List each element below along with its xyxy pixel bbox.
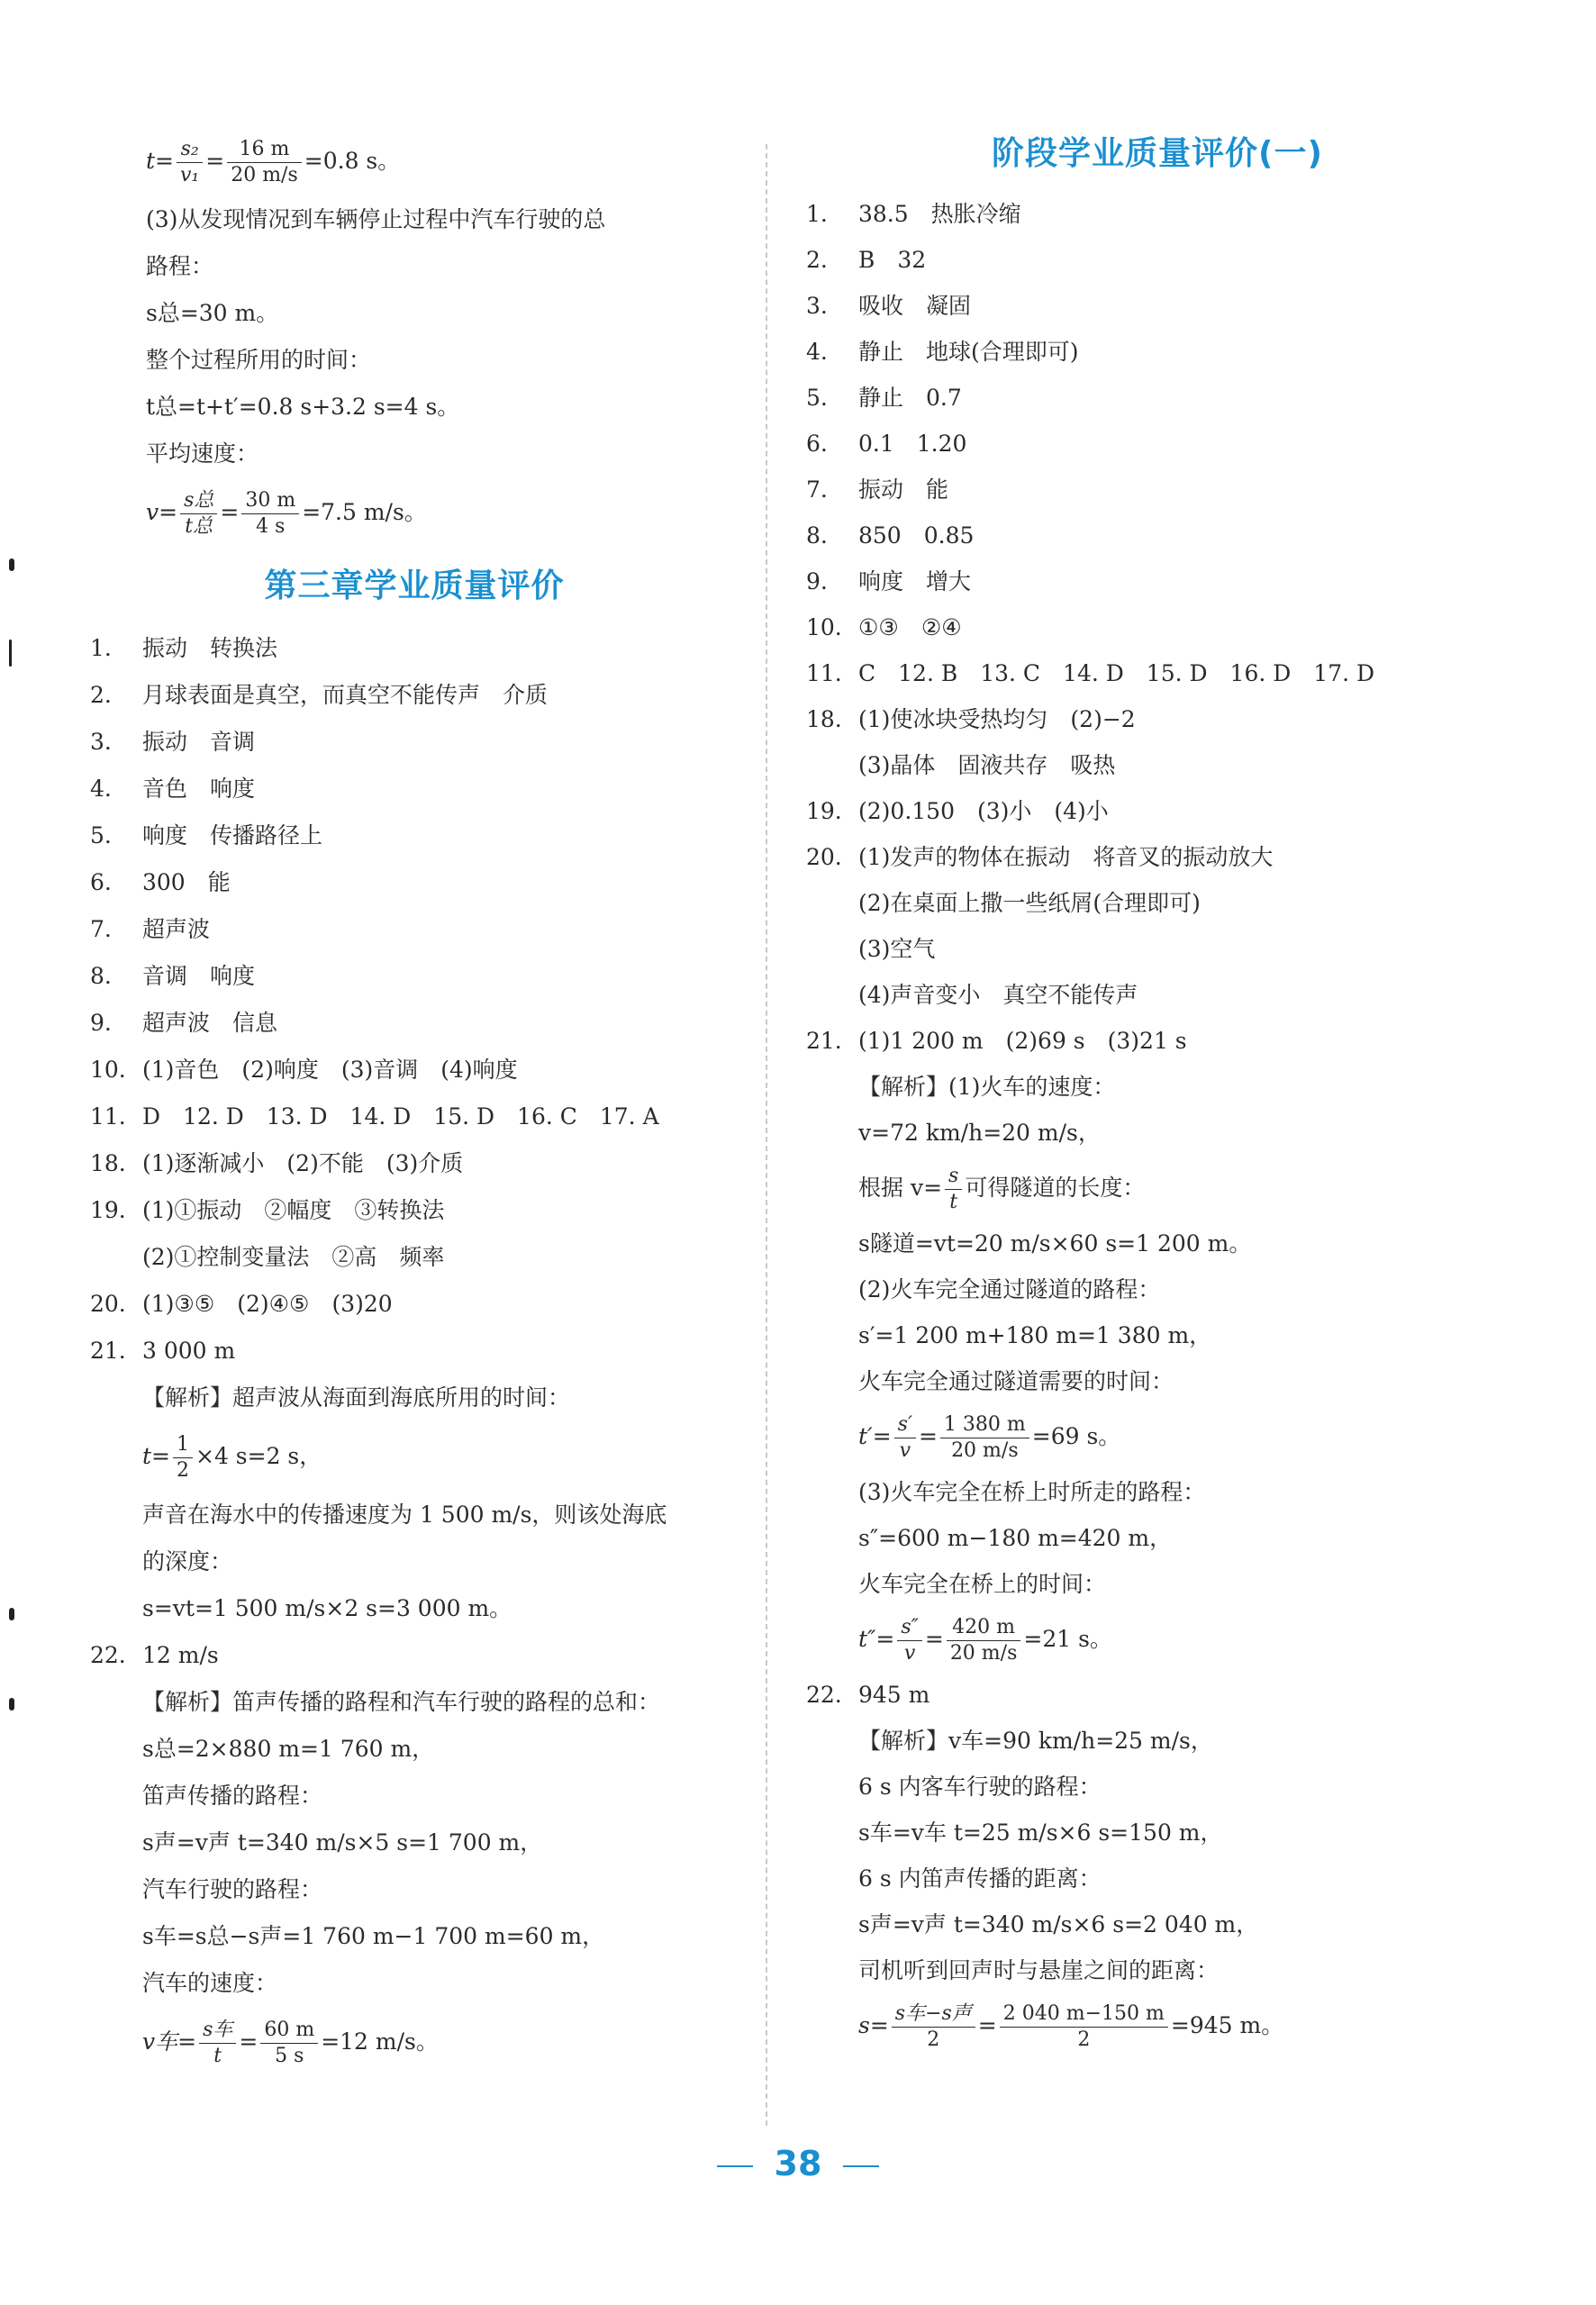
list-item: 3. 吸收 凝固 [806,293,972,319]
list-item: 6. 0.1 1.20 [806,431,967,457]
list-item: 6. 300 能 [90,869,231,895]
list-item: 8. 850 0.85 [806,522,975,549]
analysis-line: 汽车行驶的路程： [142,1876,323,1902]
column-divider [766,144,767,2126]
list-item: 10. ①③ ②④ [806,614,962,640]
list-item: 11. D 12. D 13. D 14. D 15. D 16. C 17. A [90,1103,659,1130]
list-item-continuation: (2)在桌面上撒一些纸屑(合理即可) [858,890,1201,916]
list-item: 8. 音调 响度 [90,963,256,989]
analysis-line: 笛声传播的路程： [142,1783,323,1809]
list-item: 7. 振动 能 [806,476,949,503]
answer-list [806,191,1509,2058]
list-item: 3. 振动 音调 [90,729,256,755]
answer-list [90,625,739,2077]
formula-line: v= $\frac{\text{s总}}{\text{t总}}$ = $\frac{30 m}{4 s}$ =7.5 m/s。 [146,489,427,538]
list-item: 19. (2)0.150 (3)小 (4)小 [806,798,1109,824]
list-item: 11. C 12. B 13. C 14. D 15. D 16. D 17. D [806,660,1375,686]
analysis-line: 火车完全在桥上的时间： [858,1571,1107,1597]
analysis-line: 【解析】超声波从海面到海底所用的时间： [142,1384,571,1411]
text-line: 整个过程所用的时间： [146,347,372,373]
text-line: 平均速度： [146,440,259,467]
list-item: 22. 12 m/s [90,1642,219,1668]
analysis-line: 6 s 内客车行驶的路程： [858,1774,1102,1800]
formula-line: t= $\frac{\text{s₂}}{\text{v₁}}$ = $\frac{16 m}{20 m/s}$ =0.8 s。 [146,138,401,186]
analysis-line: s声=v声 t=340 m/s×5 s=1 700 m， [142,1829,543,1856]
list-item: 19. (1)①振动 ②幅度 ③转换法 [90,1197,445,1223]
list-item: 18. (1)使冰块受热均匀 (2)−2 [806,706,1136,732]
list-item-continuation: (4)声音变小 真空不能传声 [858,982,1138,1008]
scan-mark [9,558,14,571]
list-item: 10. (1)音色 (2)响度 (3)音调 (4)响度 [90,1057,518,1083]
analysis-line: s车=s总−s声=1 760 m−1 700 m=60 m， [142,1923,605,1949]
formula-line: t= $\frac{1}{2}$ ×4 s=2 s， [142,1433,322,1482]
page-number-rule [843,2165,879,2167]
list-item: 20. (1)发声的物体在振动 将音叉的振动放大 [806,844,1274,870]
list-item: 4. 静止 地球(合理即可) [806,339,1079,365]
scan-mark [9,640,12,667]
formula-line: t′= $\frac{s'}{v}$ = $\frac{1 380 m}{20 m/s}$ =69 s。 [858,1413,1121,1462]
analysis-line: s″=600 m−180 m=420 m， [858,1525,1173,1551]
list-item: 2. 月球表面是真空，而真空不能传声 介质 [90,682,549,708]
text-line: (3)从发现情况到车辆停止过程中汽车行驶的总 [146,206,606,232]
analysis-line: s车=v车 t=25 m/s×6 s=150 m， [858,1819,1223,1846]
scan-mark [9,1698,14,1711]
analysis-line: (3)火车完全在桥上时所走的路程： [858,1479,1206,1505]
scan-mark [9,1608,14,1620]
formula-line: v车= $\frac{\text{s车}}{t}$ = $\frac{60 m}{5 s}$ =12 m/s。 [142,2019,439,2067]
list-item: 21. 3 000 m [90,1338,236,1364]
analysis-line: 【解析】v车=90 km/h=25 m/s， [858,1728,1213,1754]
analysis-line: 声音在海水中的传播速度为 1 500 m/s，则该处海底 [142,1502,667,1528]
analysis-line: s总=2×880 m=1 760 m， [142,1736,435,1762]
analysis-line: s′=1 200 m+180 m=1 380 m， [858,1322,1212,1348]
page-number-rule [717,2165,753,2167]
section-heading: 第三章学业质量评价 [264,567,565,604]
analysis-line: 6 s 内笛声传播的距离： [858,1865,1102,1892]
section-heading: 阶段学业质量评价(一) [992,135,1323,172]
page-number [0,2144,1596,2183]
text-line: t总=t+t′=0.8 s+3.2 s=4 s。 [146,394,460,420]
list-item: 22. 945 m [806,1682,930,1708]
list-item-continuation: (3)空气 [858,936,936,962]
list-item-continuation: (3)晶体 固液共存 吸热 [858,752,1116,778]
analysis-line: 汽车的速度： [142,1970,278,1996]
list-item: 20. (1)③⑤ (2)④⑤ (3)20 [90,1291,393,1317]
analysis-line: v=72 km/h=20 m/s， [858,1120,1101,1146]
analysis-line: 司机听到回声时与悬崖之间的距离： [858,1957,1220,1983]
list-item: 18. (1)逐渐减小 (2)不能 (3)介质 [90,1150,464,1176]
list-item: 9. 响度 增大 [806,568,972,594]
list-item: 1. 振动 转换法 [90,635,278,661]
analysis-line: s=vt=1 500 m/s×2 s=3 000 m。 [142,1595,512,1621]
list-item: 5. 响度 传播路径上 [90,822,323,848]
left-column [90,126,739,2077]
page-number-text: 38 [774,2144,822,2183]
list-item-continuation: (2)①控制变量法 ②高 频率 [142,1244,445,1270]
list-item: 5. 静止 0.7 [806,385,962,411]
analysis-line: 的深度： [142,1548,233,1574]
formula-line: 根据 v= $\frac{s}{t}$ 可得隧道的长度： [858,1165,1146,1213]
list-item: 7. 超声波 [90,916,211,942]
analysis-line: 【解析】(1)火车的速度： [858,1074,1116,1100]
text-line: s总=30 m。 [146,300,279,326]
list-item: 9. 超声波 信息 [90,1010,278,1036]
text-line: 路程： [146,253,214,279]
analysis-line: s声=v声 t=340 m/s×6 s=2 040 m， [858,1911,1259,1937]
analysis-line: (2)火车完全通过隧道的路程： [858,1276,1161,1302]
right-column [806,126,1509,2058]
list-item: 2. B 32 [806,247,927,273]
formula-line: t″= $\frac{s''}{v}$ = $\frac{420 m}{20 m/s}$ =21 s。 [858,1616,1112,1665]
analysis-line: 【解析】笛声传播的路程和汽车行驶的路程的总和： [142,1689,661,1715]
formula-line: s= $\frac{\text{s车−s声}}{2}$ = $\frac{2 040 m-150 m}{2}$ =945 m。 [858,2002,1284,2051]
analysis-line: 火车完全通过隧道需要的时间： [858,1368,1174,1394]
list-item: 1. 38.5 热胀冷缩 [806,201,1021,227]
list-item: 21. (1)1 200 m (2)69 s (3)21 s [806,1028,1187,1054]
list-item: 4. 音色 响度 [90,776,256,802]
analysis-line: s隧道=vt=20 m/s×60 s=1 200 m。 [858,1230,1252,1257]
